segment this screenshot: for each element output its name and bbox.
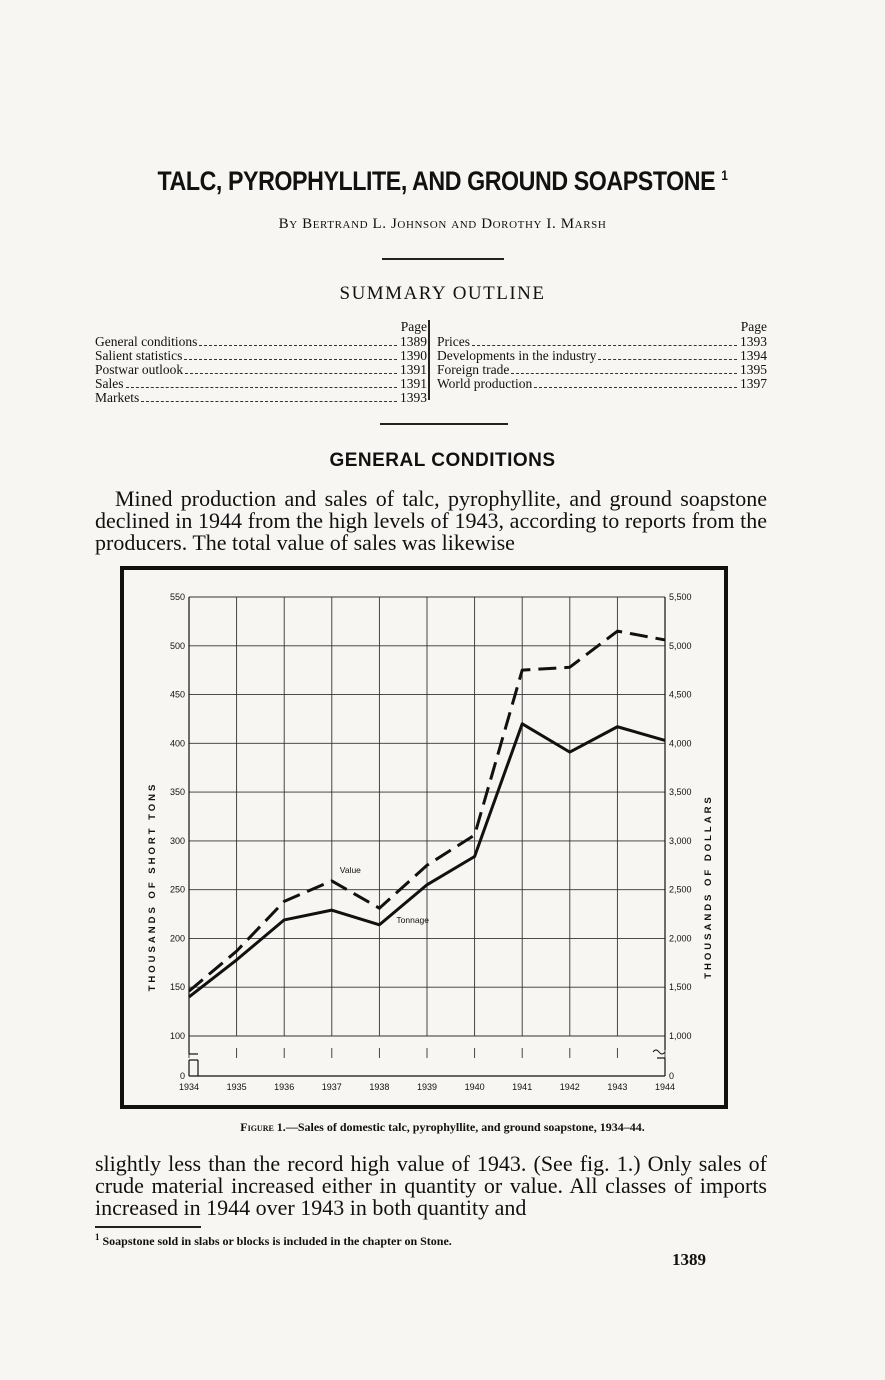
toc-entry-label: Foreign trade	[437, 362, 510, 377]
toc-divider	[428, 320, 430, 400]
toc-leader-dots	[141, 401, 397, 402]
toc-leader-dots	[598, 359, 737, 360]
chart-y-left-tick-label: 350	[169, 787, 185, 798]
chart-y-left-tick-label: 550	[169, 592, 185, 602]
chart-y-left-tick-label: 250	[169, 884, 185, 895]
chart-x-tick-label: 1944	[654, 1082, 676, 1092]
chart-axis-break-mark	[653, 1050, 665, 1054]
footnote-ref: 1	[95, 1232, 100, 1242]
chart-y-left-tick-label: 450	[169, 689, 185, 700]
footnote-rule	[95, 1226, 201, 1228]
chart-y-left-tick-label: 100	[169, 1031, 185, 1041]
toc-entry	[437, 377, 767, 391]
title-footnote-ref: 1	[721, 167, 728, 183]
toc-leader-dots	[184, 359, 397, 360]
toc-leader-dots	[185, 373, 397, 374]
toc-entry	[437, 349, 767, 363]
page-number: 1389	[672, 1250, 706, 1269]
toc-entry-page: 1394	[740, 348, 767, 363]
toc-entry-label: Prices	[437, 334, 470, 349]
sales-chart	[124, 570, 724, 1105]
toc-entry-label: Developments in the industry	[437, 348, 597, 363]
toc-entry-page: 1390	[400, 348, 427, 363]
toc-leader-dots	[199, 345, 397, 346]
chart-x-tick-label: 1943	[607, 1082, 628, 1092]
toc-entry-label: Sales	[95, 376, 124, 391]
toc-entry-page: 1397	[740, 376, 767, 391]
summary-rule	[380, 423, 508, 425]
title-text: TALC, PYROPHYLLITE, AND GROUND SOAPSTONE	[157, 166, 716, 196]
chart-y-right-tick-label: 0	[669, 1071, 675, 1081]
toc-entry-label: General conditions	[95, 334, 198, 349]
summary-outline-heading: SUMMARY OUTLINE	[339, 283, 546, 304]
toc-entry-page: 1393	[740, 334, 767, 349]
toc-entry-label: Postwar outlook	[95, 362, 184, 377]
chart-y-left-tick-label: 200	[169, 933, 185, 944]
toc-entry-page: 1391	[400, 376, 427, 391]
toc-entry	[95, 335, 427, 349]
chart-y-right-tick-label: 2,500	[669, 884, 692, 895]
authors: By Bertrand L. Johnson and Dorothy I. Marsh	[278, 216, 607, 232]
toc-entry	[95, 377, 427, 391]
caption-text: —Sales of domestic talc, pyrophyllite, and ground soapstone, 1934–44.	[285, 1120, 645, 1134]
toc-leader-dots	[472, 345, 737, 346]
chart-y-right-title: THOUSANDS OF DOLLARS	[703, 794, 714, 979]
toc-entry	[95, 391, 427, 405]
footnote	[95, 1232, 452, 1249]
chart-y-left-title: THOUSANDS OF SHORT TONS	[147, 781, 158, 992]
toc-page-header: Page	[400, 319, 427, 334]
toc-leader-dots	[126, 387, 398, 388]
toc-page-header: Page	[740, 319, 767, 334]
chart-x-tick-label: 1941	[512, 1082, 533, 1092]
toc-leader-dots	[511, 373, 737, 374]
chart-y-left-tick-label: 0	[179, 1071, 185, 1081]
chart-y-right-tick-label: 5,500	[669, 592, 692, 602]
toc-right-column	[437, 320, 767, 391]
chart-x-tick-label: 1934	[178, 1082, 200, 1092]
toc-entry-page: 1393	[400, 390, 427, 405]
toc-entry	[437, 363, 767, 377]
toc-entry-label: World production	[437, 376, 533, 391]
footnote-text: Soapstone sold in slabs or blocks is included in the chapter on Stone.	[102, 1234, 452, 1248]
toc-entry	[95, 349, 427, 363]
chart-y-left-tick-label: 500	[169, 640, 185, 651]
chart-series-label-value: Value	[339, 864, 361, 875]
toc-entry-label: Markets	[95, 390, 140, 405]
chart-y-right-tick-label: 1,000	[669, 1031, 692, 1041]
chart-x-tick-label: 1940	[464, 1082, 485, 1092]
toc-entry-page: 1395	[740, 362, 767, 377]
caption-figure-label: Figure 1.	[240, 1120, 286, 1134]
chart-x-tick-label: 1935	[226, 1082, 247, 1092]
paragraph-2: slightly less than the record high value of 1943. (See fig. 1.) Only sales of crude material increased either in quantity or value. All classes of imports increased in 1944 over 1943 in both quantity and	[95, 1151, 767, 1220]
chart-x-tick-label: 1938	[369, 1082, 390, 1092]
toc-entry-page: 1389	[400, 334, 427, 349]
toc-entry	[437, 335, 767, 349]
figure-caption	[0, 1120, 885, 1135]
chart-y-right-tick-label: 2,000	[669, 933, 692, 944]
toc-entry-page: 1391	[400, 362, 427, 377]
chart-series-label-tonnage: Tonnage	[396, 914, 430, 925]
chart-y-right-tick-label: 5,000	[669, 640, 692, 651]
chart-x-tick-label: 1936	[274, 1082, 295, 1092]
chart-x-tick-label: 1937	[321, 1082, 342, 1092]
chart-y-left-tick-label: 300	[169, 835, 185, 846]
toc-entry-label: Salient statistics	[95, 348, 183, 363]
title-rule	[382, 258, 504, 260]
chart-y-right-tick-label: 3,000	[669, 835, 692, 846]
section-heading: GENERAL CONDITIONS	[329, 450, 556, 471]
chart-x-tick-label: 1942	[559, 1082, 580, 1092]
chart-y-right-tick-label: 3,500	[669, 787, 692, 798]
chart-y-right-tick-label: 4,500	[669, 689, 692, 700]
paragraph-1: Mined production and sales of talc, pyrophyllite, and ground soapstone declined in 1944 from the high levels of 1943, according to reports from the producers. The total value of sales was likewise	[95, 486, 767, 555]
toc-left-column	[95, 320, 427, 405]
chart-y-right-tick-label: 1,500	[669, 982, 692, 993]
chart-y-right-tick-label: 4,000	[669, 738, 692, 749]
chart-x-tick-label: 1939	[416, 1082, 438, 1092]
toc-leader-dots	[534, 387, 737, 388]
chart-y-left-tick-label: 400	[169, 738, 185, 749]
toc-entry	[95, 363, 427, 377]
chart-y-left-tick-label: 150	[169, 982, 185, 993]
article-title	[62, 166, 823, 197]
